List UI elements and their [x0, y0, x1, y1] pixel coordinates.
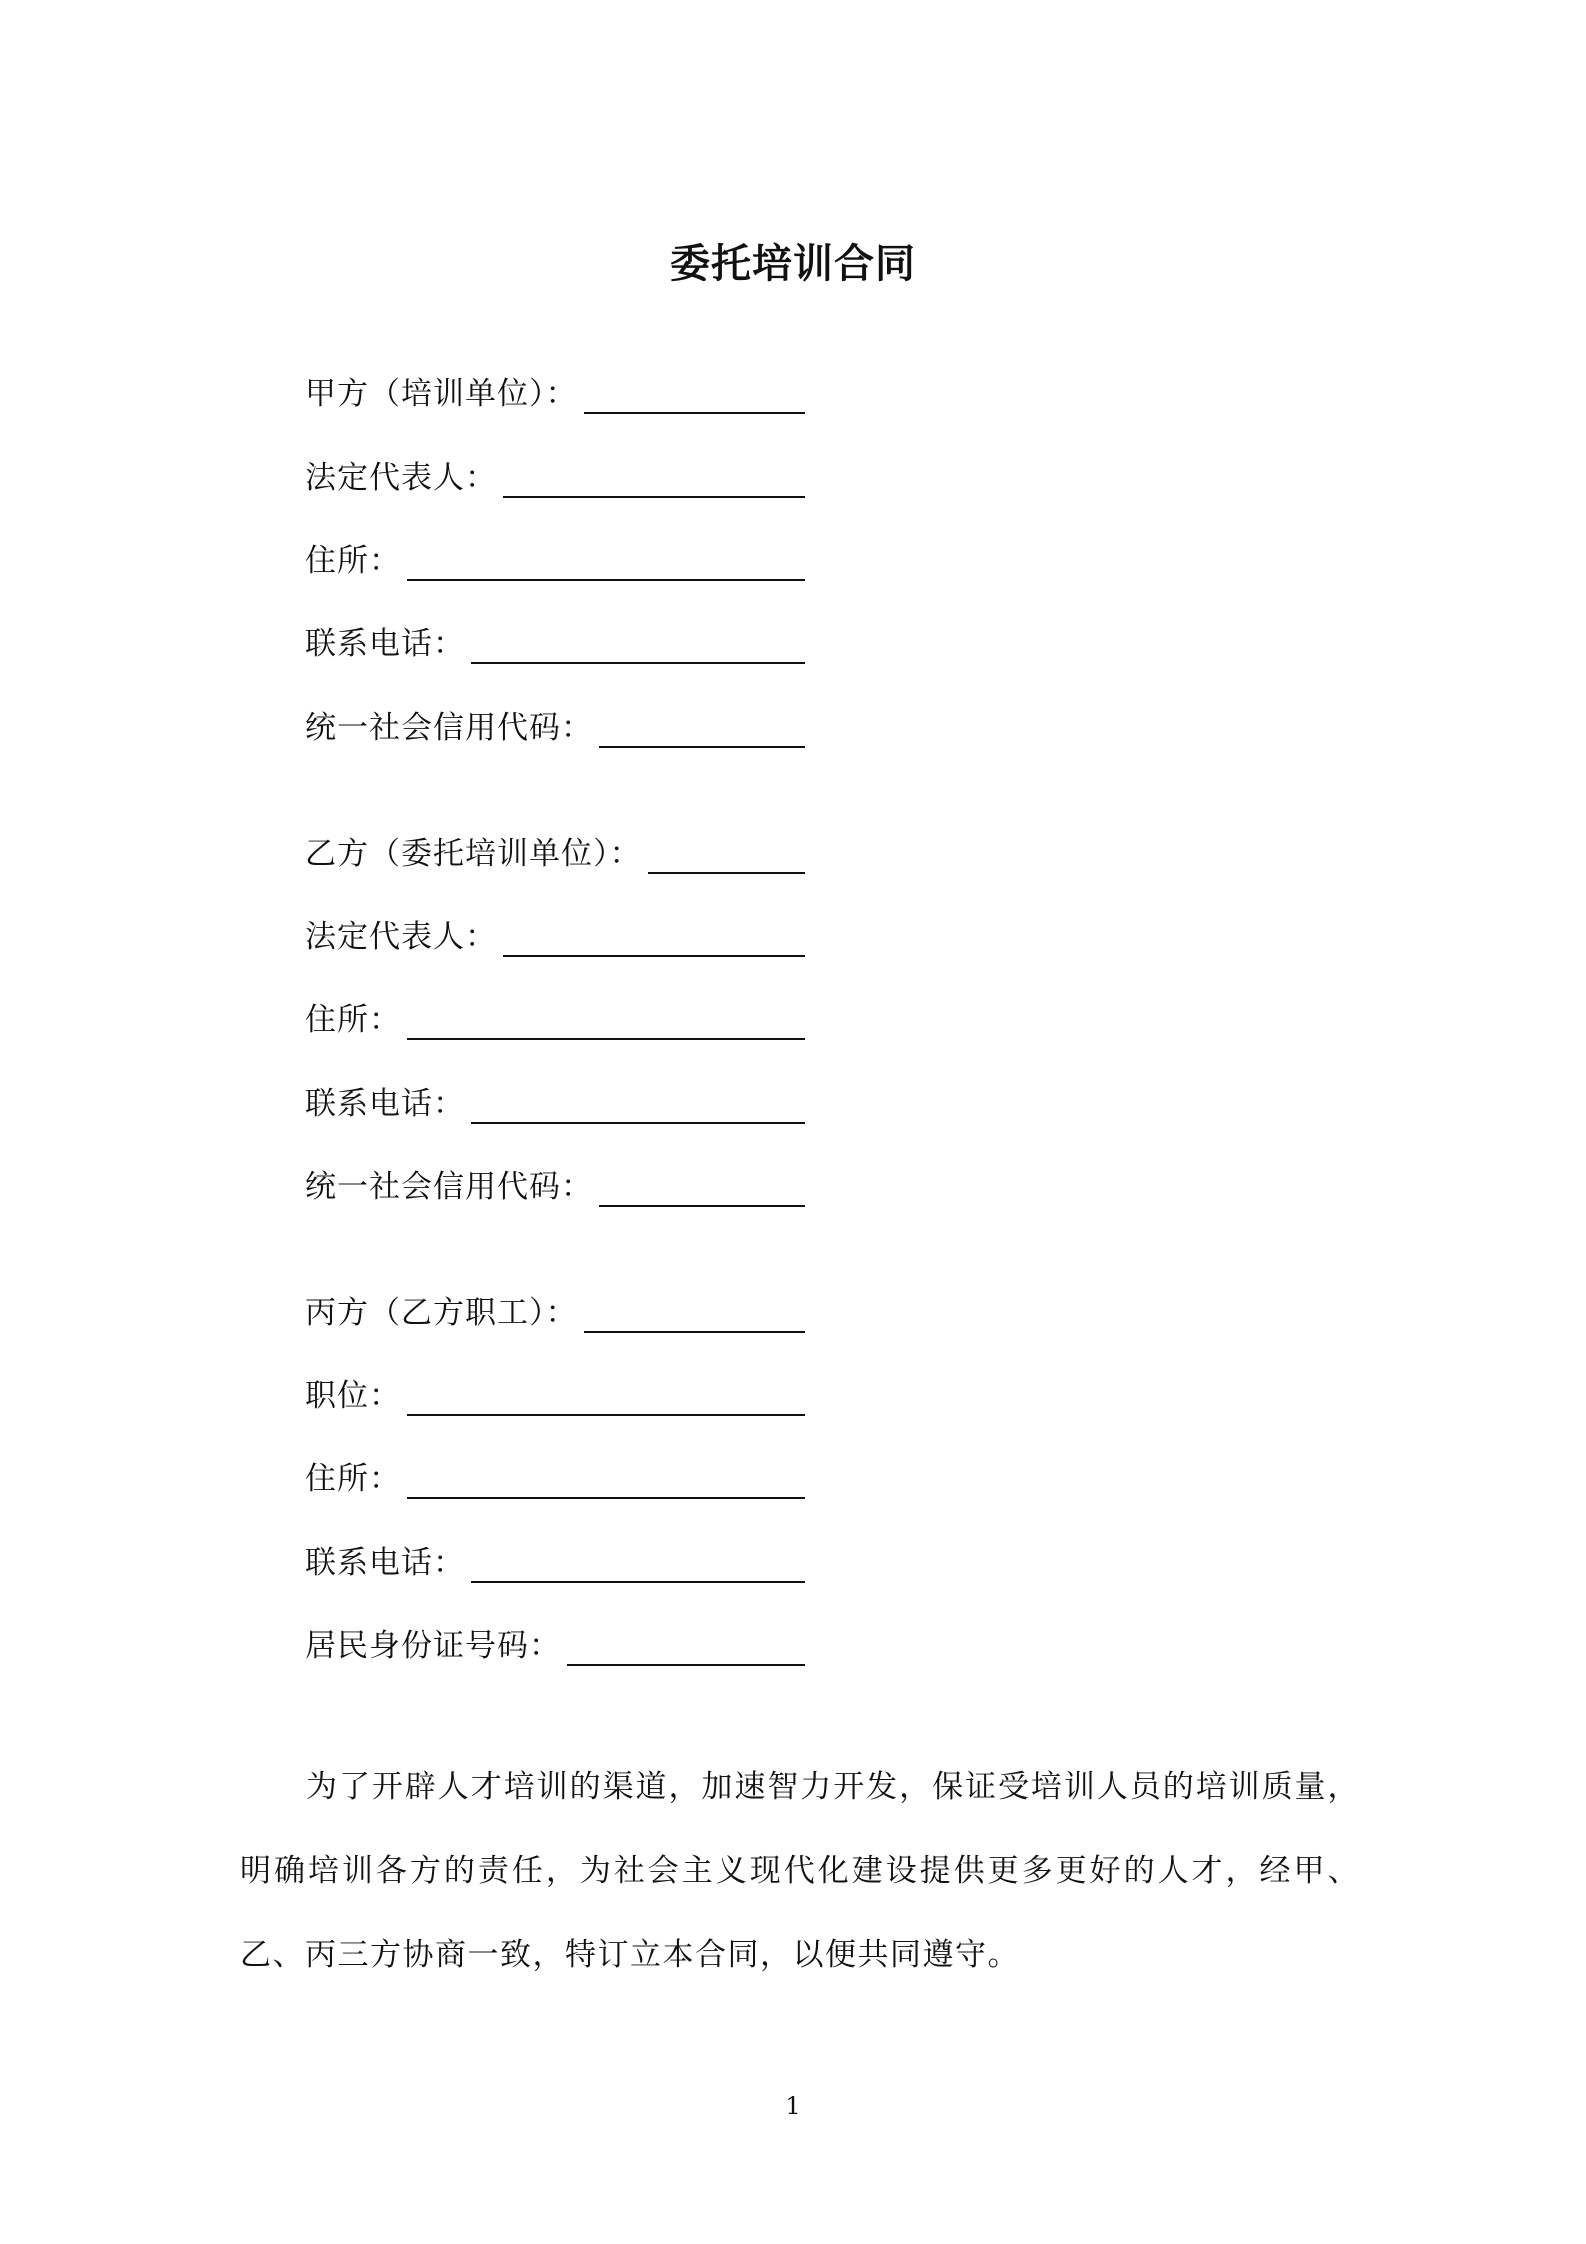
party-a-phone-blank	[471, 622, 805, 664]
party-c-address-label: 住所：	[305, 1461, 401, 1497]
party-b-credit-code-blank	[599, 1165, 805, 1207]
party-a-credit-code-label: 统一社会信用代码：	[305, 710, 593, 746]
party-b-phone-label: 联系电话：	[305, 1086, 465, 1122]
party-a-heading-label: 甲方（培训单位）：	[305, 376, 578, 412]
party-a-legal-rep-field	[305, 454, 805, 498]
party-c-position-label: 职位：	[305, 1378, 401, 1414]
party-c-id-number-field	[305, 1622, 805, 1666]
party-c-id-number-blank	[567, 1624, 805, 1666]
party-a-address-label: 住所：	[305, 543, 401, 579]
party-c-phone-label: 联系电话：	[305, 1545, 465, 1581]
party-c-id-number-label: 居民身份证号码：	[305, 1628, 561, 1664]
party-c-phone-blank	[471, 1541, 805, 1583]
page-number: 1	[785, 2092, 801, 2120]
party-a-credit-code-blank	[599, 706, 805, 748]
party-a-legal-rep-label: 法定代表人：	[305, 460, 497, 496]
party-b-phone-blank	[471, 1082, 805, 1124]
party-b-legal-rep-label: 法定代表人：	[305, 919, 497, 955]
party-b-address-blank	[407, 998, 805, 1040]
party-a-address-field	[305, 537, 805, 581]
party-a-address-blank	[407, 539, 805, 581]
document-title: 委托培训合同	[670, 241, 916, 287]
party-b-address-label: 住所：	[305, 1002, 401, 1038]
party-a-heading-field	[305, 370, 805, 414]
party-a-heading-blank	[584, 372, 806, 414]
party-b-credit-code-field	[305, 1163, 805, 1207]
party-a-phone-field	[305, 620, 805, 664]
party-c-position-field	[305, 1372, 805, 1416]
party-c-address-blank	[407, 1457, 805, 1499]
party-b-legal-rep-blank	[503, 915, 805, 957]
party-c-heading-field	[305, 1289, 805, 1333]
party-c-heading-blank	[584, 1291, 806, 1333]
party-b-heading-field	[305, 830, 805, 874]
party-c-heading-label: 丙方（乙方职工）：	[305, 1295, 578, 1331]
party-a-phone-label: 联系电话：	[305, 626, 465, 662]
party-b-legal-rep-field	[305, 913, 805, 957]
party-b-phone-field	[305, 1080, 805, 1124]
party-b-address-field	[305, 996, 805, 1040]
party-b-credit-code-label: 统一社会信用代码：	[305, 1169, 593, 1205]
party-c-phone-field	[305, 1539, 805, 1583]
party-a-legal-rep-blank	[503, 456, 805, 498]
party-b-heading-blank	[648, 832, 806, 874]
preamble-paragraph: 为了开辟人才培训的渠道，加速智力开发，保证受培训人员的培训质量，明确培训各方的责任，为社会主义现代化建设提供更多更好的人才，经甲、乙、丙三方协商一致，特订立本合同，以便共同遵守。	[240, 1769, 1360, 1973]
party-a-credit-code-field	[305, 704, 805, 748]
party-c-position-blank	[407, 1374, 805, 1416]
party-b-heading-label: 乙方（委托培训单位）：	[305, 836, 642, 872]
party-c-address-field	[305, 1455, 805, 1499]
